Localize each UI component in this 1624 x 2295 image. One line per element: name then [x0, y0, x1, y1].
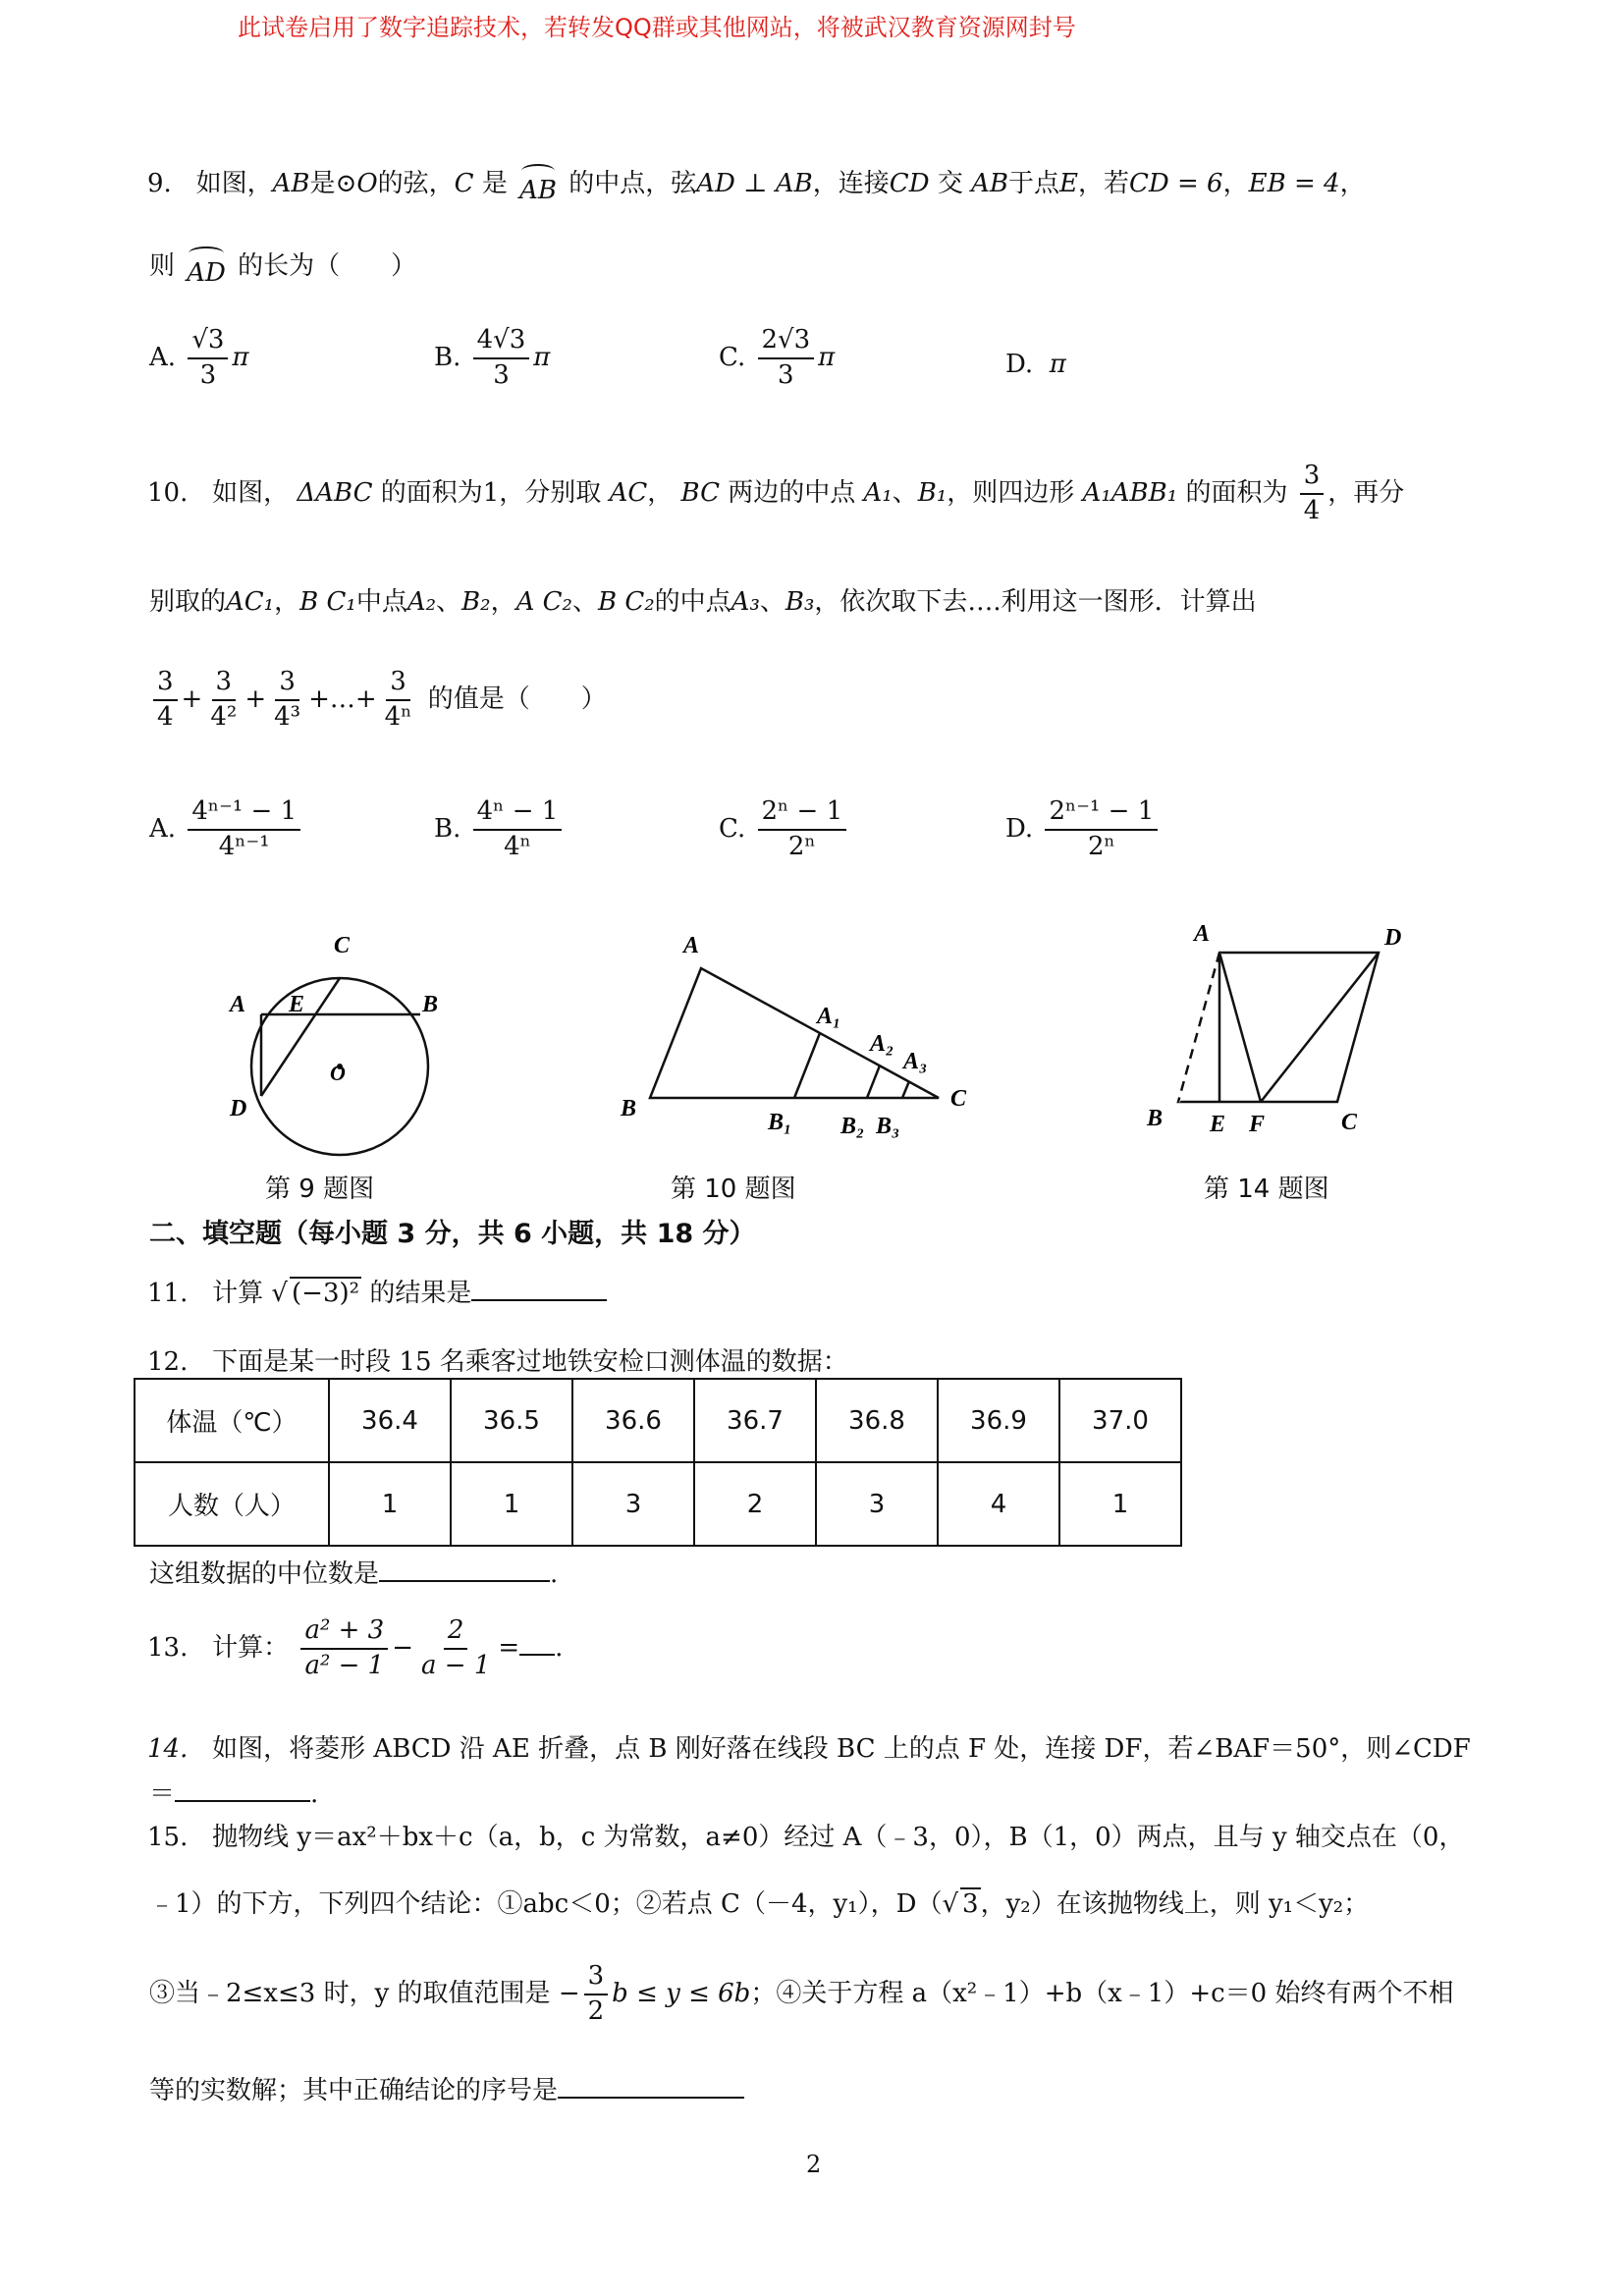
- option-label: A.: [149, 342, 177, 372]
- q9-text: ，: [1222, 169, 1249, 198]
- label-F: F: [1249, 1112, 1266, 1137]
- pi-symbol: π: [232, 342, 249, 372]
- fraction: [381, 668, 416, 733]
- q10-option-a: [149, 797, 304, 862]
- numerator: 4√3: [473, 326, 530, 359]
- q10-text: 如图，: [212, 477, 290, 508]
- denominator: 2: [587, 1995, 605, 2026]
- label-A1: A₁: [817, 1004, 841, 1029]
- q9-text: 是: [481, 169, 508, 198]
- segment-A1B1: [794, 1033, 820, 1098]
- denominator: a² − 1: [304, 1650, 385, 1680]
- q15-text: 等的实数解；其中正确结论的序号是: [149, 2076, 559, 2105]
- temperature-table: [134, 1378, 1182, 1547]
- option-label: D.: [1005, 350, 1034, 379]
- q9-text: 交: [937, 169, 963, 198]
- table-cell: 4: [938, 1462, 1059, 1546]
- q9-text: 于点: [1007, 169, 1059, 198]
- denominator: 4³: [274, 701, 301, 732]
- q9-option-b: [434, 326, 550, 391]
- q13-number: 13.: [147, 1632, 189, 1663]
- q15-text: ，y₂）在该抛物线上，则 y₁＜y₂；: [980, 1889, 1370, 1919]
- q10-option-d: [1005, 797, 1162, 862]
- plus: +: [308, 683, 330, 714]
- label-B2: B₂: [840, 1114, 865, 1139]
- table-cell: 1: [1059, 1462, 1181, 1546]
- table-cell: 36.9: [938, 1379, 1059, 1462]
- figure-14-rhombus: [1139, 917, 1424, 1159]
- label-A: A: [230, 992, 246, 1017]
- q14-line1: [147, 1728, 1471, 1765]
- label-B: B: [1147, 1106, 1164, 1131]
- label-C: C: [334, 933, 351, 958]
- q9-text: 则: [149, 251, 176, 281]
- q14-line2: [149, 1774, 318, 1810]
- denominator: 2ⁿ: [787, 831, 816, 861]
- q15-line3: [149, 1962, 1454, 2027]
- q11-text: 的结果是: [369, 1279, 472, 1308]
- q10-number: 10.: [147, 477, 189, 508]
- numerator: 3: [386, 668, 410, 701]
- q15-text: ；④关于方程 a（x²﹣1）+b（x﹣1）+c＝0 始终有两个不相: [750, 1978, 1454, 2008]
- q9-CD: CD: [889, 169, 930, 198]
- label-C: C: [1341, 1110, 1358, 1135]
- q11-answer-blank[interactable]: [471, 1274, 607, 1301]
- seg-BC1: B C₁: [299, 587, 356, 617]
- point-A3: A₃: [731, 587, 760, 617]
- table-cell: 3: [816, 1462, 938, 1546]
- fraction: [153, 668, 178, 733]
- denominator: a − 1: [421, 1650, 491, 1680]
- minus: −: [558, 1978, 580, 2008]
- fraction: [188, 326, 228, 391]
- table-cell: 36.6: [572, 1379, 694, 1462]
- q10-text: ，: [274, 587, 300, 617]
- table-header-cell: 人数（人）: [135, 1462, 329, 1546]
- q9-text: 的长为（ ）: [238, 251, 417, 281]
- fraction: [584, 1962, 609, 2027]
- label-B3: B₃: [876, 1114, 900, 1139]
- q9-perp: AD ⊥ AB: [696, 169, 813, 198]
- label-B1: B₁: [768, 1110, 792, 1135]
- q9-option-d: [1005, 350, 1066, 379]
- q10-text: 、: [759, 587, 785, 617]
- figure-9-caption: 第 9 题图: [265, 1175, 375, 1204]
- denominator: 3: [778, 359, 794, 390]
- figure-9-circle: [216, 923, 452, 1159]
- table-header-cell: 体温（℃）: [135, 1379, 329, 1462]
- seg-AC: AC: [609, 477, 648, 508]
- arc-AD: AD: [187, 246, 226, 288]
- seg-AC1: AC₁: [226, 587, 275, 617]
- page-number: 2: [806, 2151, 822, 2178]
- plus: +: [354, 683, 377, 714]
- label-O: O: [330, 1061, 346, 1085]
- fraction: [417, 1616, 494, 1681]
- q15-range: b ≤ y ≤ 6b: [612, 1978, 751, 2008]
- q9-CD-eq: CD = 6: [1129, 169, 1223, 198]
- arc-AB: AB: [519, 164, 557, 205]
- q10-series: [149, 668, 607, 733]
- segment-DF: [1261, 953, 1379, 1102]
- tracking-notice: 此试卷启用了数字追踪技术，若转发QQ群或其他网站，将被武汉教育资源网封号: [238, 14, 1076, 41]
- table-row-count: [135, 1462, 1181, 1546]
- minus: −: [392, 1632, 414, 1663]
- segment-A3B3: [902, 1081, 909, 1098]
- q10-text: 的中点: [654, 587, 731, 617]
- point-B2: B₂: [461, 587, 491, 617]
- table-cell: 36.4: [329, 1379, 451, 1462]
- triangle-ABC: [650, 968, 939, 1098]
- plus: +: [244, 683, 267, 714]
- label-A: A: [683, 933, 700, 958]
- table-cell: 3: [572, 1462, 694, 1546]
- q10-line1: [147, 462, 1404, 526]
- numerator: 4ⁿ − 1: [473, 797, 563, 831]
- numerator: 3: [275, 668, 299, 701]
- fraction-3-4: [1300, 462, 1325, 526]
- point-B1: B₁: [917, 477, 947, 508]
- label-D: D: [1384, 925, 1402, 951]
- q10-option-c: [719, 797, 850, 862]
- q9-C: C: [454, 169, 474, 198]
- q15-text: ③当﹣2≤x≤3 时，y 的取值范围是: [149, 1978, 551, 2008]
- q14-text: ＝: [149, 1779, 176, 1809]
- label-E: E: [1210, 1112, 1226, 1137]
- q14-period: .: [310, 1779, 319, 1809]
- q15-line1: [147, 1817, 1464, 1853]
- figure-10-caption: 第 10 题图: [671, 1175, 796, 1204]
- denominator: 3: [493, 359, 510, 390]
- table-cell: 36.5: [451, 1379, 572, 1462]
- fraction: [270, 668, 304, 733]
- q15-text: ﹣1）的下方，下列四个结论：①abc＜0；②若点 C（－4，y₁），D（: [149, 1889, 943, 1919]
- q12-period: .: [550, 1559, 559, 1589]
- q10-text: ，: [647, 477, 674, 508]
- seg-B2C: B C₂: [597, 587, 655, 617]
- fraction: [188, 797, 300, 862]
- numerator: 3: [1300, 462, 1325, 495]
- q10-text: 中点: [355, 587, 407, 617]
- seg-A2C: A C₂: [515, 587, 572, 617]
- table-cell: 2: [694, 1462, 816, 1546]
- q9-EB-eq: EB = 4: [1248, 169, 1340, 198]
- option-label: A.: [149, 813, 177, 844]
- numerator: 2ⁿ⁻¹ − 1: [1045, 797, 1158, 831]
- denominator: 4ⁿ: [504, 831, 531, 861]
- option-label: B.: [434, 813, 461, 844]
- q9-AB: AB: [272, 169, 310, 198]
- q9-text: ，若: [1077, 169, 1129, 198]
- segment-A2B2: [867, 1066, 880, 1098]
- q13-text: 计算：: [212, 1632, 290, 1663]
- q11-number: 11.: [147, 1279, 189, 1308]
- fraction: [758, 797, 847, 862]
- label-B: B: [621, 1096, 637, 1121]
- q10-text: ，: [490, 587, 516, 617]
- plus: +: [181, 683, 203, 714]
- quad-A1ABB1: A₁ABB₁: [1082, 477, 1178, 508]
- label-C: C: [950, 1086, 967, 1112]
- figure-10-triangle: [609, 923, 992, 1159]
- option-label: D.: [1005, 813, 1034, 844]
- point-A1: A₁: [863, 477, 893, 508]
- label-A2: A₂: [870, 1031, 894, 1057]
- q15-answer-blank[interactable]: [558, 2071, 744, 2099]
- triangle-ABC: ΔABC: [297, 477, 373, 508]
- label-D: D: [230, 1096, 247, 1121]
- q10-text: ，依次取下去….利用这一图形．计算出: [814, 587, 1257, 617]
- table-row-temperature: [135, 1379, 1181, 1462]
- denominator: 2ⁿ: [1087, 831, 1115, 861]
- q13-period: .: [555, 1632, 564, 1663]
- table-cell: 1: [451, 1462, 572, 1546]
- q15-line4: [149, 2070, 744, 2106]
- q15-sqrt: 3: [962, 1889, 979, 1919]
- seg-BC: BC: [680, 477, 720, 508]
- table-cell: 37.0: [1059, 1379, 1181, 1462]
- fraction: [473, 797, 563, 862]
- q9-AB: AB: [971, 169, 1008, 198]
- q9-text: 是: [309, 169, 336, 198]
- option-label: C.: [719, 342, 746, 372]
- numerator: 4ⁿ⁻¹ − 1: [188, 797, 300, 831]
- q13-answer-blank[interactable]: [519, 1628, 555, 1656]
- q10-text: 的面积为1，分别取: [380, 477, 602, 508]
- option-label: C.: [719, 813, 746, 844]
- table-cell: 36.7: [694, 1379, 816, 1462]
- q14-number: 14.: [147, 1734, 189, 1764]
- label-B: B: [422, 992, 439, 1017]
- label-A3: A₃: [903, 1049, 928, 1074]
- numerator: 3: [212, 668, 237, 701]
- denominator: 4: [157, 701, 174, 732]
- q10-text: 的值是（ ）: [427, 683, 607, 714]
- q9-line2: [149, 246, 416, 288]
- segment-AF: [1219, 953, 1261, 1102]
- q10-text: 两边的中点: [728, 477, 856, 508]
- q12-after: [149, 1554, 558, 1590]
- q9-E: E: [1059, 169, 1078, 198]
- q12-text: 下面是某一时段 15 名乘客过地铁安检口测体温的数据：: [212, 1347, 848, 1377]
- q9-text: 的中点，弦: [568, 169, 697, 198]
- equals: =: [498, 1632, 520, 1663]
- numerator: 2: [444, 1616, 468, 1650]
- q9-number: 9.: [147, 169, 172, 198]
- fraction: [300, 1616, 388, 1681]
- ellipsis: …: [329, 683, 355, 714]
- q15-number: 15.: [147, 1823, 189, 1852]
- q15-text: 抛物线 y＝ax²＋bx＋c（a，b，c 为常数，a≠0）经过 A（﹣3，0），B（1，0）两点，且与 y 轴交点在（0，: [212, 1823, 1465, 1852]
- q9-text: ，连接: [812, 169, 890, 198]
- numerator: 2ⁿ − 1: [758, 797, 847, 831]
- q10-text: ，再分: [1327, 477, 1405, 508]
- q10-text: 、: [436, 587, 462, 617]
- fraction: [758, 326, 815, 391]
- label-A: A: [1194, 921, 1211, 947]
- label-E: E: [289, 992, 305, 1017]
- numerator: 2√3: [758, 326, 815, 359]
- denominator: 4ⁿ⁻¹: [218, 831, 270, 861]
- q11-text: 计算: [212, 1279, 264, 1308]
- q15-line2: ﹣1）的下方，下列四个结论：①abc＜0；②若点 C（－4，y₁），D（√ 3，y₂）在该抛物线上，则 y₁＜y₂；: [149, 1889, 1370, 1919]
- q11-line: 11. 计算 √ (−3)² 的结果是: [147, 1273, 607, 1309]
- q12-text: 这组数据的中位数是: [149, 1559, 380, 1589]
- option-label: B.: [434, 342, 461, 372]
- figure-14-caption: 第 14 题图: [1204, 1175, 1329, 1204]
- numerator: 3: [584, 1962, 609, 1995]
- table-cell: 36.8: [816, 1379, 938, 1462]
- q10-text: 、: [892, 477, 918, 508]
- q10-line2: [149, 581, 1257, 618]
- numerator: √3: [188, 326, 228, 359]
- q9-option-a: [149, 326, 249, 391]
- q12-line: [147, 1341, 848, 1378]
- q9-text: ，: [1339, 169, 1366, 198]
- section-heading-fill-in: 二、填空题（每小题 3 分，共 6 小题，共 18 分）: [149, 1219, 756, 1249]
- point-A2: A₂: [406, 587, 437, 617]
- q10-option-b: [434, 797, 566, 862]
- numerator: 3: [153, 668, 178, 701]
- table-cell: 1: [329, 1462, 451, 1546]
- denominator: 4²: [210, 701, 238, 732]
- q9-text: 如图，: [195, 169, 273, 198]
- q10-text: 别取的: [149, 587, 227, 617]
- pi-symbol: π: [1049, 350, 1066, 379]
- numerator: a² + 3: [300, 1616, 388, 1650]
- q13-line: [147, 1616, 563, 1681]
- q14-answer-blank[interactable]: [175, 1775, 310, 1802]
- pi-symbol: π: [818, 342, 836, 372]
- q9-circle-O: ⊙O: [335, 169, 378, 198]
- q9-line1: [147, 163, 1366, 205]
- q14-text: 如图，将菱形 ABCD 沿 AE 折叠，点 B 刚好落在线段 BC 上的点 F 处，连接 DF，若∠BAF＝50°，则∠CDF: [212, 1734, 1471, 1764]
- q11-radicand: (−3)²: [292, 1279, 360, 1308]
- pi-symbol: π: [533, 342, 551, 372]
- point-B3: B₃: [785, 587, 815, 617]
- q10-text: 的面积为: [1185, 477, 1288, 508]
- fraction: [473, 326, 530, 391]
- q12-answer-blank[interactable]: [379, 1555, 550, 1582]
- denominator: 4: [1303, 495, 1321, 525]
- q9-option-c: [719, 326, 835, 391]
- q10-text: ，则四边形: [947, 477, 1075, 508]
- q9-text: 的弦，: [377, 169, 455, 198]
- q10-text: 、: [571, 587, 598, 617]
- q12-number: 12.: [147, 1347, 189, 1377]
- fraction: [1045, 797, 1158, 862]
- fraction: [206, 668, 241, 733]
- denominator: 3: [199, 359, 217, 390]
- denominator: 4ⁿ: [384, 701, 412, 732]
